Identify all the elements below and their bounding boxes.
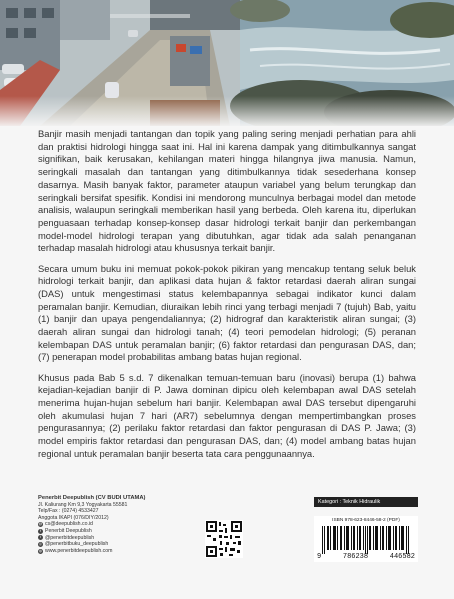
publisher-twitter[interactable]: @penerbitdeepublish	[45, 534, 95, 541]
twitter-icon: t	[40, 535, 41, 540]
photo-fade	[0, 96, 454, 126]
barcode-digits	[314, 553, 418, 561]
blurb-paragraph-1: Banjir masih menjadi tantangan dan topik yang paling sering menjadi perhatian para ahli dan praktisi hidrologi hingga saat ini. Hal ini karena dampak yang ditimbulkannya sangat signifikan, baik kerusakan, kehilangan materi hingga hilangnya jiwa manusia. Namun, seringkali masalah dan tantangan yang ditimbulkannya tidak sesederhana konsep dasarnya. Masih banyak faktor, parameter ataupun variabel yang belum terungkap dan seringkali bersifat spesifik. Kondisi ini mendorong munculnya berbagai model dan metode analisis, walaupun seringkali memberikan hasil yang berbeda. Oleh karena itu, diperlukan penguasaan terhadap konsep-konsep dasar hidrologi terkait banjir dan perkembangan model-model hidrologi terapan yang dibutuhkan, agar tidak ada salah penanganan terhadap masalah hidrologi atau khususnya terkait banjir.	[38, 128, 416, 254]
instagram-icon: ◎	[38, 541, 43, 546]
isbn-barcode	[314, 516, 418, 562]
blurb-text	[38, 128, 416, 468]
publisher-email-row	[38, 521, 208, 528]
cover-photo	[0, 0, 454, 126]
facebook-icon: f	[40, 528, 41, 533]
publisher-instagram[interactable]: @penerbitbuku_deepublish	[45, 541, 109, 548]
publisher-ikapi: Anggota IKAPI (076/DIY/2012)	[38, 514, 109, 521]
publisher-instagram-row	[38, 541, 208, 548]
isbn-number: ISBN 978-623-8446-58-2 (PDF)	[332, 518, 400, 523]
publisher-facebook[interactable]: Penerbit Deepublish	[45, 527, 92, 534]
qr-code[interactable]	[205, 520, 243, 558]
barcode-icon	[322, 526, 410, 554]
publisher-website-row	[38, 548, 208, 555]
publisher-twitter-row	[38, 535, 208, 542]
publisher-facebook-row	[38, 528, 208, 535]
blurb-paragraph-2: Secara umum buku ini memuat pokok-pokok pikiran yang mencakup tentang seluk beluk hidrologi terkait banjir, dan aplikasi data hujan & faktor retardasi daerah aliran sungai (DAS) untuk mengestimasi status kelembapannya sebagai indikator kunci dalam peramalan banjir. Kemudian, diuraikan lebih rinci yang terbagi menjadi 7 (tujuh) Bab, yaitu (1) banjir dan upaya pengendaliannya; (2) hidrograf dan karakteristik aliran sungai; (3) daerah aliran sungai dan hidrologi tanah; (4) teori pemodelan hidrologi; (5) peranan kelembapan DAS untuk peramalan banjir; (6) faktor retardasi dan pengurasan DAS, dan; (7) penerapan model probabilitas ambang batas hujan regional.	[38, 262, 416, 363]
barcode-digit-first: 9	[317, 553, 322, 561]
qr-code-icon	[205, 520, 243, 558]
barcode-digit-group-1: 786238	[342, 553, 369, 561]
email-icon: @	[38, 522, 43, 527]
publisher-phone: Telp/Fax : (0274) 4533427	[38, 508, 99, 515]
publisher-email[interactable]: cs@deepublish.co.id	[45, 521, 93, 528]
publisher-address: Jl. Kaliurang Km 9,3 Yogyakarta 55581	[38, 501, 128, 508]
publisher-website[interactable]: www.penerbitdeepublish.com	[45, 547, 113, 554]
category-label: Kategori : Teknik Hidraulik	[314, 497, 418, 507]
globe-icon: ◍	[38, 548, 43, 553]
publisher-name: Penerbit Deepublish (CV BUDI UTAMA)	[38, 495, 146, 501]
blurb-paragraph-3: Khusus pada Bab 5 s.d. 7 dikenalkan temuan-temuan baru (inovasi) berupa (1) bahwa kejadian-kejadian banjir di P. Jawa dominan dipicu oleh kelembapan awal DAS setelah menerima hujan-hujan sebelum hari banjir. Kelembapan awal DAS tersebut dipengaruhi oleh akumulasi hujan 7 hari (AR7) sebelumnya dengan mempertimbangkan proses pengurasannya; (2) perilaku faktor retardasi dan faktor pengurasan di DAS P. Jawa; (3) model empiris faktor retardasi dan pengurasan DAS, dan; (4) model ambang batas hujan regional untuk peramalan banjir beserta tata cara penggunaannya.	[38, 371, 416, 459]
barcode-digit-group-2: 446582	[389, 553, 415, 561]
publisher-info	[38, 495, 208, 554]
